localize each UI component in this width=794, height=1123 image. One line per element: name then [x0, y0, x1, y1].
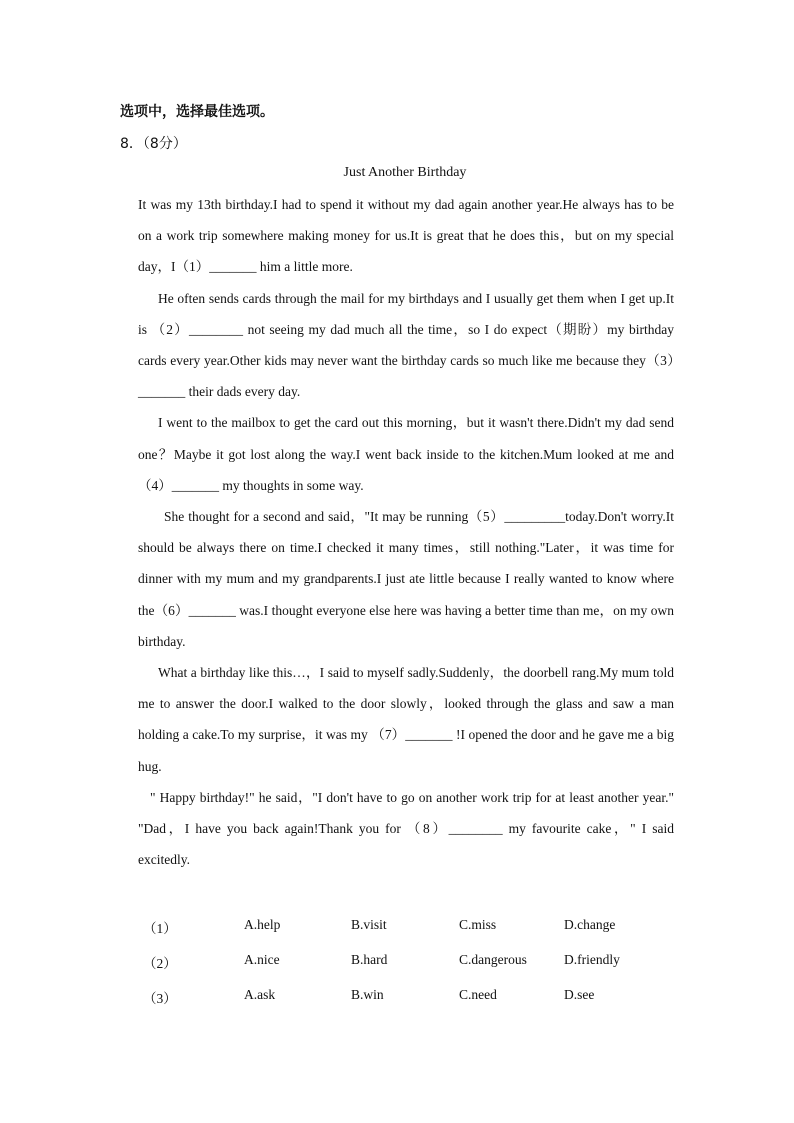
- option-b[interactable]: B.win: [351, 987, 384, 1002]
- option-b[interactable]: B.visit: [351, 917, 387, 932]
- paragraph: " Happy birthday!" he said，"I don't have to go on another work trip for at least another year." "Dad，I have you back again!Thank you for （8）________ my favourite cake，" I said excitedly.: [138, 789, 674, 868]
- passage-body: [138, 189, 674, 875]
- option-d[interactable]: D.friendly: [564, 952, 620, 967]
- option-a[interactable]: A.ask: [244, 987, 276, 1002]
- option-c[interactable]: C.need: [459, 987, 497, 1002]
- paragraph: I went to the mailbox to get the card out this morning，but it wasn't there.Didn't my dad send one？Maybe it got lost along the way.I went back inside to the kitchen.Mum looked at me and （4）_______ my thoughts in some way.: [138, 415, 674, 493]
- option-number: （1）: [143, 921, 177, 936]
- option-c[interactable]: C.miss: [459, 917, 497, 932]
- option-a[interactable]: A.help: [244, 917, 281, 932]
- section-instruction: 选项中，选择最佳选项。: [120, 104, 274, 120]
- option-a[interactable]: A.nice: [244, 952, 280, 967]
- option-number: （2）: [143, 956, 177, 971]
- passage-title: Just Another Birthday: [343, 165, 467, 180]
- paragraph: What a birthday like this…，I said to myself sadly.Suddenly，the doorbell rang.My mum told me to answer the door.I walked to the door slowly，looked through the glass and saw a man holding a cake.To my surprise，it was my （7）_______ !I opened the door and he gave me a big hug.: [138, 665, 674, 774]
- option-b[interactable]: B.hard: [351, 952, 388, 967]
- paragraph: She thought for a second and said，"It may be running（5）_________today.Don't worry.It should be always there on time.I checked it many times，still nothing."Later，it was time for dinner with my mum and my grandparents.I just ate little because I really wanted to know where the（6）_______ was.I thought everyone else here was having a better time than me，on my own birthday.: [138, 509, 674, 649]
- question-number: 8．（8分）: [120, 136, 187, 152]
- paragraph: It was my 13th birthday.I had to spend it without my dad again another year.He always has to be on a work trip somewhere making money for us.It is great that he does this，but on my special day，I（1）_______ him a little more.: [138, 197, 674, 275]
- option-number: （3）: [143, 991, 177, 1006]
- paragraph: He often sends cards through the mail for my birthdays and I usually get them when I get up.It is （2）________ not seeing my dad much all the time，so I do expect（期盼）my birthday cards every year.Other kids may never want the birthday cards so much like me because they（3）_______ their dads every day.: [138, 290, 674, 400]
- option-c[interactable]: C.dangerous: [459, 952, 527, 967]
- option-d[interactable]: D.see: [564, 987, 595, 1002]
- option-d[interactable]: D.change: [564, 917, 616, 932]
